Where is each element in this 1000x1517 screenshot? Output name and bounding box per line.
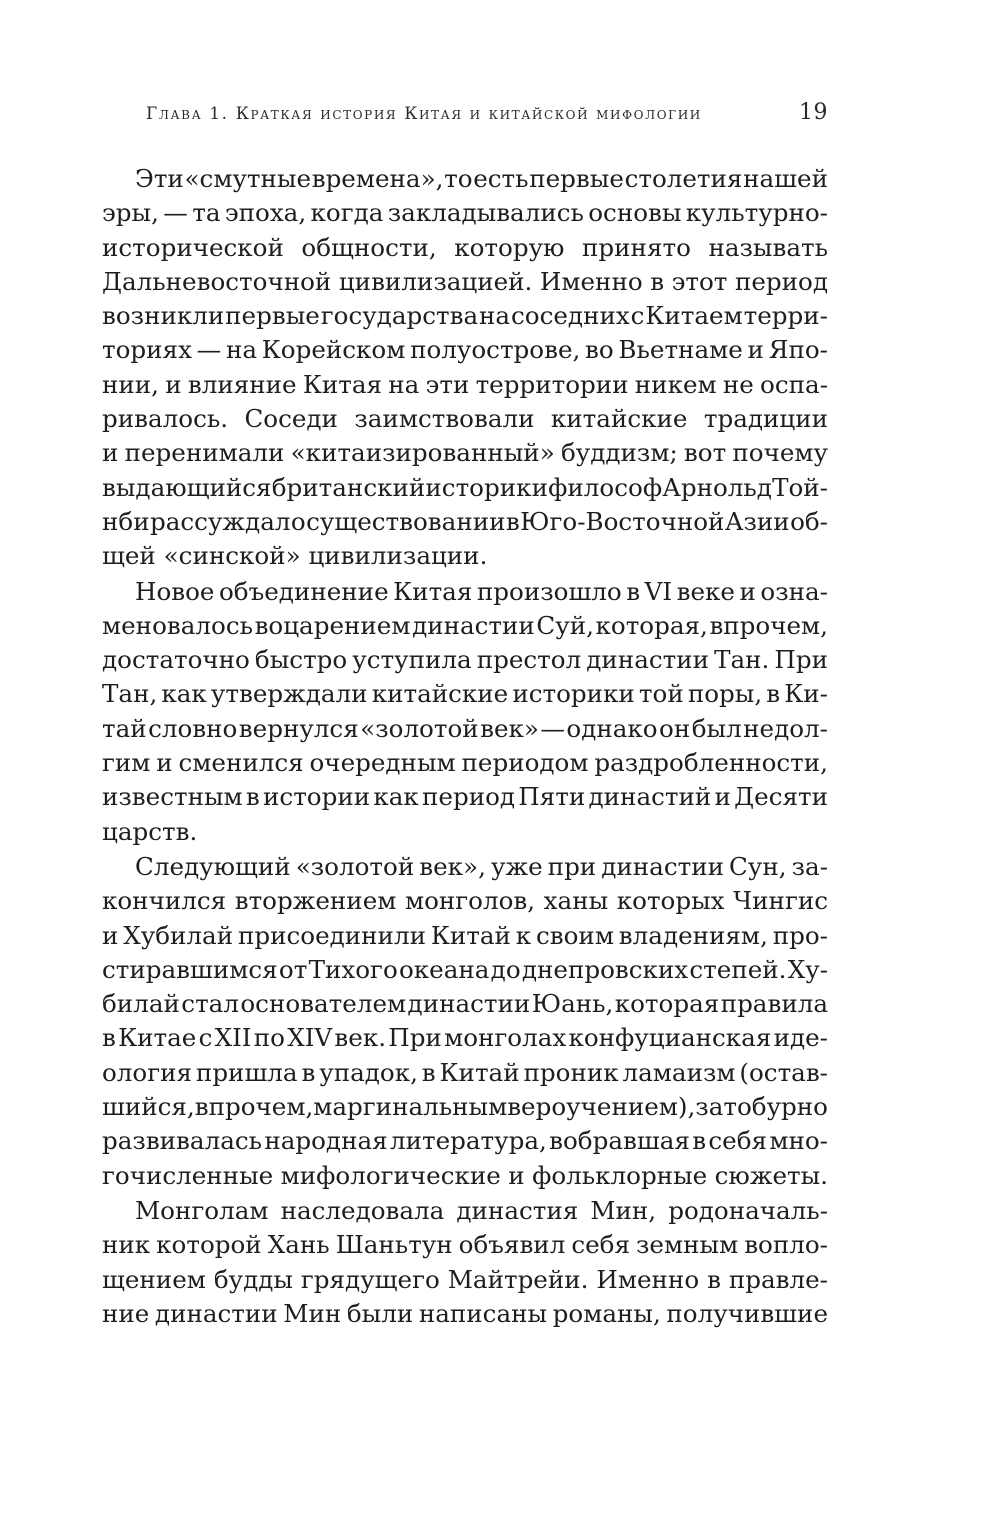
text-line: Следующий «золотой век», уже при династии Сун, за- xyxy=(135,851,828,881)
text-line: эры, — та эпоха, когда закладывались основы культурно- xyxy=(102,198,828,228)
text-line: шийся, впрочем, маргинальным вероучением), зато бурно xyxy=(102,1092,828,1122)
text-line: стиравшимся от Тихого океана до днепровских степей. Ху- xyxy=(102,954,828,984)
text-line: нби рассуждал о существовании в Юго-Восточной Азии об- xyxy=(102,506,828,536)
text-line: Эти «смутные времена», то есть первые столетия нашей xyxy=(135,164,828,193)
paragraph xyxy=(102,162,828,574)
text-line: ник которой Хань Шаньтун объявил себя земным вопло- xyxy=(102,1230,828,1260)
text-line: гочисленные мифологические и фольклорные сюжеты. xyxy=(102,1160,828,1190)
paragraph xyxy=(102,575,828,849)
text-line: Монголам наследовала династия Мин, родоначаль- xyxy=(135,1195,828,1225)
body-text xyxy=(102,162,828,1331)
paragraph xyxy=(102,1194,828,1331)
text-line: известным в истории как период Пяти династий и Десяти xyxy=(102,782,828,812)
text-line: кончился вторжением монголов, ханы которых Чингис xyxy=(102,886,828,916)
text-line: ология пришла в упадок, в Китай проник ламаизм (остав- xyxy=(102,1057,828,1087)
text-line: и Хубилай присоединили Китай к своим владениям, про- xyxy=(102,920,828,950)
running-header xyxy=(146,100,828,136)
text-line: ториях — на Корейском полуострове, во Вьетнаме и Япо- xyxy=(102,335,828,365)
page-number: 19 xyxy=(799,100,828,125)
paragraph xyxy=(102,850,828,1193)
text-line: билай стал основателем династии Юань, которая правила xyxy=(102,989,828,1019)
text-line: Дальневосточной цивилизацией. Именно в этот период xyxy=(102,266,828,296)
text-line: возникли первые государства на соседних с Китаем терри- xyxy=(102,301,828,331)
text-line: щением будды грядущего Майтрейи. Именно в правле- xyxy=(102,1264,828,1294)
text-line: достаточно быстро уступила престол династии Тан. При xyxy=(102,645,828,675)
chapter-title: Глава 1. Краткая история Китая и китайской мифологии xyxy=(146,104,702,124)
text-line: исторической общности, которую принято называть xyxy=(102,232,828,262)
text-line: ние династии Мин были написаны романы, получившие xyxy=(102,1298,828,1328)
text-line: щей «синской» цивилизации. xyxy=(102,541,488,571)
text-line: развивалась народная литература, вобравшая в себя мно- xyxy=(102,1126,828,1156)
text-line: нии, и влияние Китая на эти территории никем не оспа- xyxy=(102,369,828,399)
text-line: и перенимали «китаизированный» буддизм; вот почему xyxy=(102,438,828,468)
text-line: в Китае с XII по XIV век. При монголах конфуцианская иде- xyxy=(102,1023,828,1053)
text-line: Тан, как утверждали китайские историки той поры, в Ки- xyxy=(102,679,828,709)
text-line: гим и сменился очередным периодом раздробленности, xyxy=(102,748,828,778)
text-line: меновалось воцарением династии Суй, которая, впрочем, xyxy=(102,610,828,640)
text-line: Новое объединение Китая произошло в VI веке и озна- xyxy=(135,576,828,606)
text-line: царств. xyxy=(102,816,198,846)
text-line: выдающийся британский историк и философ Арнольд Той- xyxy=(102,472,828,502)
text-line: тай словно вернулся «золотой век» — однако он был недол- xyxy=(102,713,828,743)
text-line: ривалось. Соседи заимствовали китайские традиции xyxy=(102,404,828,434)
